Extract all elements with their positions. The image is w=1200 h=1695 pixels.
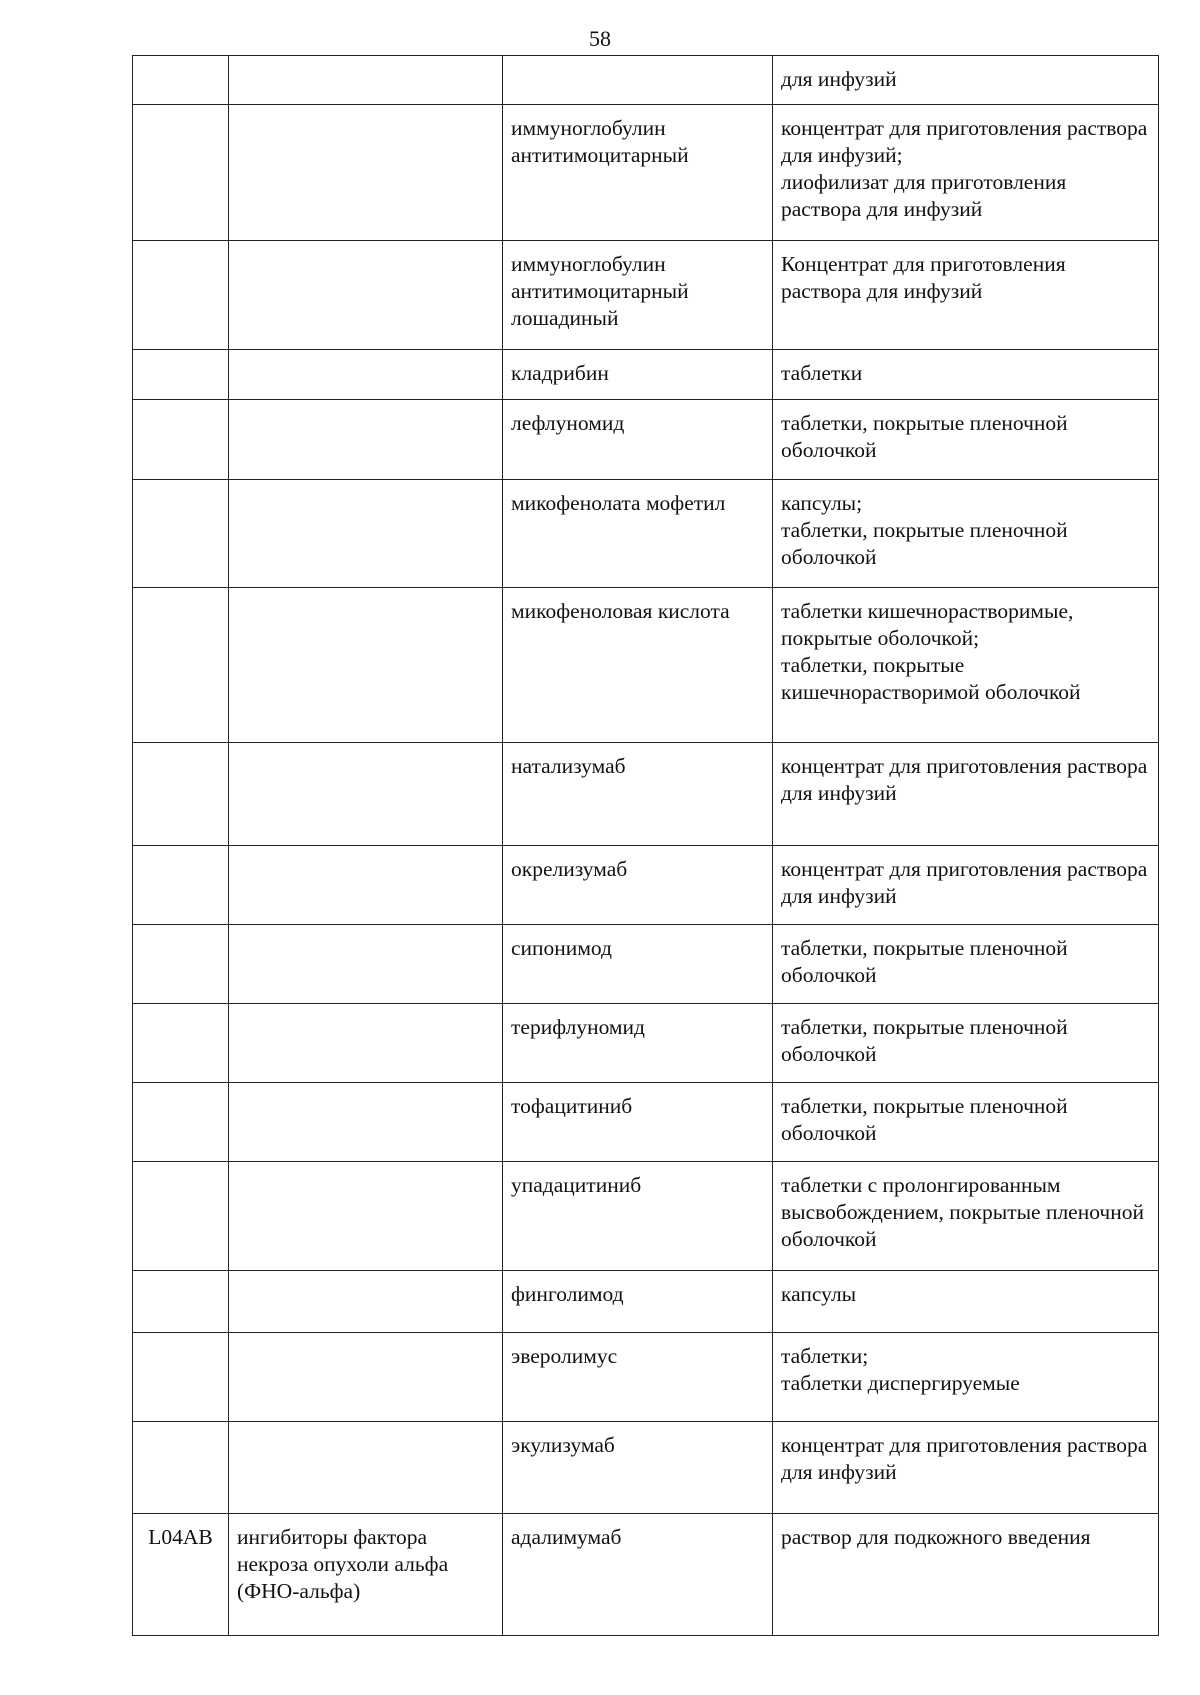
atc-code-cell [133, 925, 229, 1004]
drug-name-cell [503, 56, 773, 105]
drug-name-cell: упадацитиниб [503, 1162, 773, 1271]
dosage-form-cell [773, 846, 1159, 925]
table-row [133, 105, 1159, 241]
pharmacological-group-cell [229, 241, 503, 350]
pharmacological-group-cell [229, 925, 503, 1004]
dosage-form-cell [773, 1422, 1159, 1514]
table-row [133, 846, 1159, 925]
dosage-form-line: Концентрат для приготовления раствора для инфузий [781, 252, 1066, 303]
dosage-form-line: концентрат для приготовления раствора для инфузий [781, 1433, 1148, 1484]
table-row [133, 400, 1159, 480]
drug-name-cell: экулизумаб [503, 1422, 773, 1514]
table-row [133, 588, 1159, 743]
atc-code-cell: L04AB [133, 1514, 229, 1636]
table-row [133, 1422, 1159, 1514]
dosage-form-line: таблетки с пролонгированным высвобождением, покрытые пленочной оболочкой [781, 1173, 1145, 1251]
atc-code-cell [133, 588, 229, 743]
atc-code-cell [133, 350, 229, 400]
dosage-form-line: таблетки кишечнорастворимые, покрытые оболочкой; [781, 599, 1074, 650]
table-body [133, 56, 1159, 1636]
pharmacological-group-cell [229, 1271, 503, 1333]
pharmacological-group-cell [229, 1333, 503, 1422]
drug-name-cell: финголимод [503, 1271, 773, 1333]
table-row [133, 241, 1159, 350]
pharmacological-group-cell [229, 1162, 503, 1271]
atc-code-cell [133, 1162, 229, 1271]
pharmacological-group-cell [229, 105, 503, 241]
dosage-form-line: концентрат для приготовления раствора для инфузий [781, 857, 1148, 908]
dosage-form-line: таблетки [781, 361, 863, 385]
drug-name-cell: иммуноглобулин антитимоцитарный лошадиный [503, 241, 773, 350]
dosage-form-line: таблетки, покрытые кишечнорастворимой оболочкой [781, 653, 1081, 704]
table-row [133, 1162, 1159, 1271]
table-row [133, 1083, 1159, 1162]
dosage-form-line: таблетки, покрытые пленочной оболочкой [781, 1094, 1068, 1145]
atc-code-cell [133, 1333, 229, 1422]
drug-name-cell: терифлуномид [503, 1004, 773, 1083]
atc-code-cell [133, 241, 229, 350]
table-row [133, 350, 1159, 400]
table-row [133, 1271, 1159, 1333]
drug-name-cell: эверолимус [503, 1333, 773, 1422]
pharmacological-group-cell [229, 56, 503, 105]
drug-name-cell: микофенолата мофетил [503, 480, 773, 588]
atc-code-cell [133, 846, 229, 925]
atc-code-cell [133, 743, 229, 846]
drug-table [132, 55, 1159, 1636]
dosage-form-cell [773, 241, 1159, 350]
table-row [133, 925, 1159, 1004]
pharmacological-group-cell: ингибиторы фактора некроза опухоли альфа (ФНО-альфа) [229, 1514, 503, 1636]
drug-name-cell: сипонимод [503, 925, 773, 1004]
dosage-form-line: таблетки диспергируемые [781, 1371, 1020, 1395]
pharmacological-group-cell [229, 480, 503, 588]
dosage-form-cell [773, 1271, 1159, 1333]
pharmacological-group-cell [229, 1004, 503, 1083]
dosage-form-cell [773, 1162, 1159, 1271]
dosage-form-cell [773, 480, 1159, 588]
pharmacological-group-cell [229, 350, 503, 400]
pharmacological-group-cell [229, 846, 503, 925]
dosage-form-line: лиофилизат для приготовления раствора для инфузий [781, 170, 1067, 221]
dosage-form-cell [773, 588, 1159, 743]
dosage-form-line: капсулы; [781, 491, 863, 515]
atc-code-cell [133, 400, 229, 480]
pharmacological-group-cell [229, 1083, 503, 1162]
atc-code-cell [133, 1004, 229, 1083]
dosage-form-cell [773, 56, 1159, 105]
pharmacological-group-cell [229, 400, 503, 480]
drug-name-cell: иммуноглобулин антитимоцитарный [503, 105, 773, 241]
dosage-form-cell [773, 925, 1159, 1004]
dosage-form-line: таблетки, покрытые пленочной оболочкой [781, 936, 1068, 987]
dosage-form-cell [773, 1514, 1159, 1636]
dosage-form-cell [773, 1004, 1159, 1083]
atc-code-cell [133, 1083, 229, 1162]
table-row [133, 743, 1159, 846]
drug-name-cell: окрелизумаб [503, 846, 773, 925]
table-row [133, 480, 1159, 588]
dosage-form-line: для инфузий [781, 67, 897, 91]
dosage-form-cell [773, 105, 1159, 241]
dosage-form-line: концентрат для приготовления раствора для инфузий [781, 754, 1148, 805]
drug-name-cell: тофацитиниб [503, 1083, 773, 1162]
dosage-form-line: таблетки, покрытые пленочной оболочкой [781, 411, 1068, 462]
table-row [133, 1004, 1159, 1083]
drug-name-cell: лефлуномид [503, 400, 773, 480]
dosage-form-cell [773, 400, 1159, 480]
atc-code-cell [133, 480, 229, 588]
dosage-form-cell [773, 350, 1159, 400]
dosage-form-line: раствор для подкожного введения [781, 1525, 1091, 1549]
table-row [133, 56, 1159, 105]
atc-code-cell [133, 56, 229, 105]
dosage-form-line: таблетки; [781, 1344, 869, 1368]
drug-name-cell: кладрибин [503, 350, 773, 400]
table-row [133, 1514, 1159, 1636]
page-number: 58 [589, 26, 611, 51]
dosage-form-line: таблетки, покрытые пленочной оболочкой [781, 518, 1068, 569]
pharmacological-group-cell [229, 743, 503, 846]
dosage-form-cell [773, 1333, 1159, 1422]
pharmacological-group-cell [229, 1422, 503, 1514]
atc-code-cell [133, 1271, 229, 1333]
drug-name-cell: адалимумаб [503, 1514, 773, 1636]
dosage-form-cell [773, 743, 1159, 846]
drug-name-cell: микофеноловая кислота [503, 588, 773, 743]
dosage-form-cell [773, 1083, 1159, 1162]
table-row [133, 1333, 1159, 1422]
dosage-form-line: таблетки, покрытые пленочной оболочкой [781, 1015, 1068, 1066]
atc-code-cell [133, 1422, 229, 1514]
dosage-form-line: капсулы [781, 1282, 857, 1306]
atc-code-cell [133, 105, 229, 241]
pharmacological-group-cell [229, 588, 503, 743]
drug-name-cell: натализумаб [503, 743, 773, 846]
dosage-form-line: концентрат для приготовления раствора для инфузий; [781, 116, 1148, 167]
